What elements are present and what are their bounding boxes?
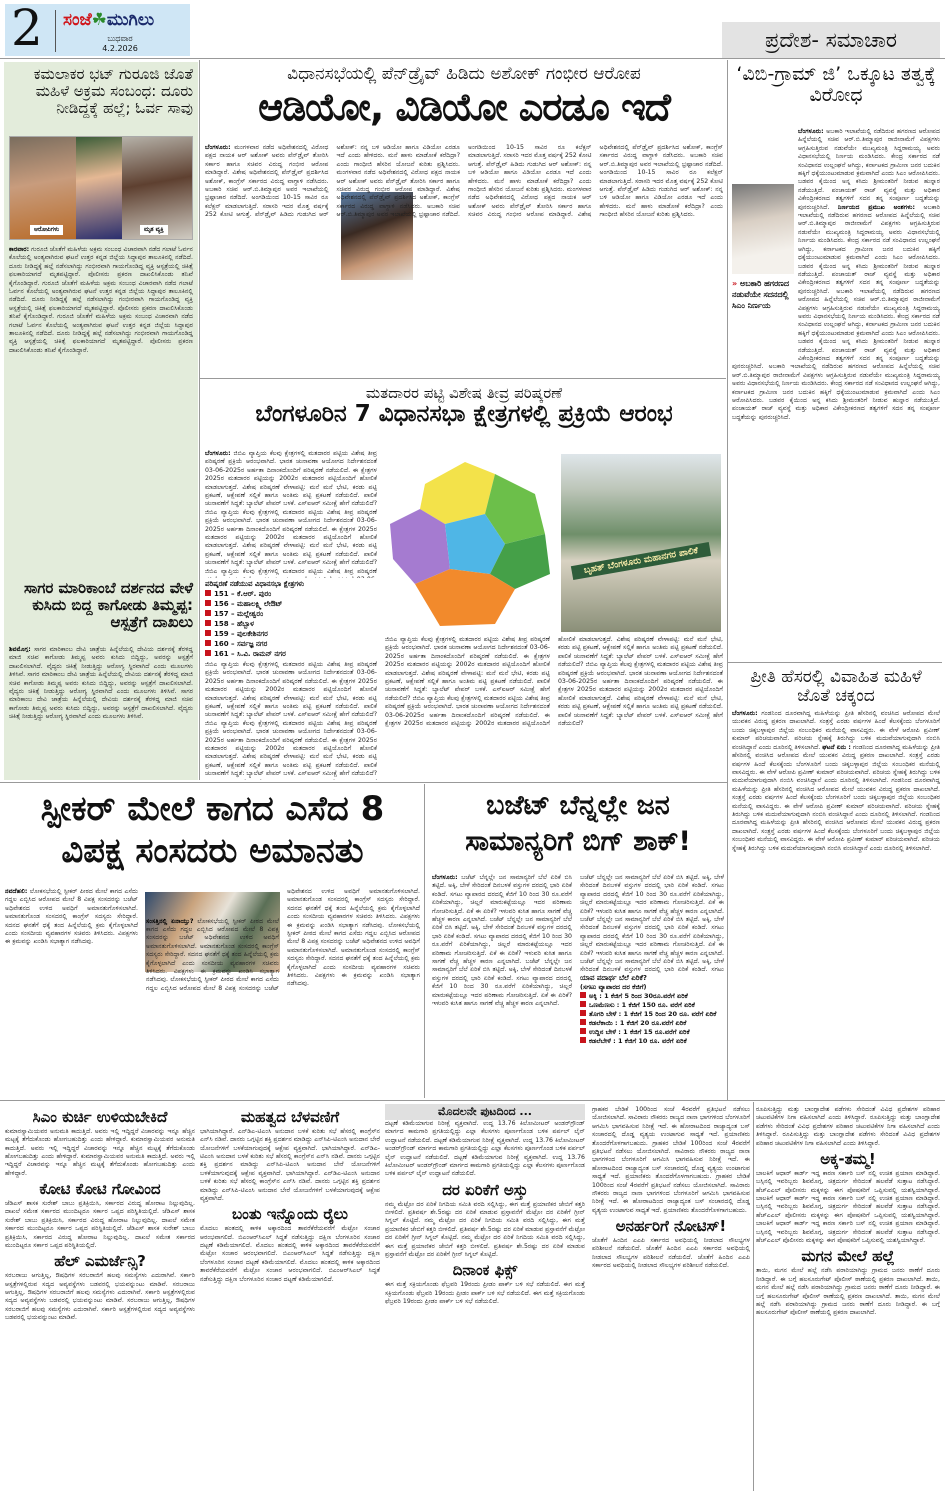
body-text: ಗ್ರಾಹಕರ ಬೇಡಿಕೆ 100ರಿಂದ ಸಂಜೆ 4ರವರೆಗೆ ಪ್ರತಿಭಟನೆ ನಡೆಸಲು ಯೋಜಿಸಲಾಗಿದೆ. ಸಾವಿರಾರು ನೌಕರರು ರಾಜ್ಯದ ನಾನಾ ಭಾಗಗಳಿಂದ ಬೆಂಗಳೂರಿಗೆ ಆಗಮಿಸಿ ಭಾಗವಹಿಸುವ ನಿರೀಕ್ಷೆ ಇದೆ. ಈ ಹೋರಾಟದಿಂದ ರಾಜ್ಯಾದ್ಯಂತ ಬಸ್ ಸಂಚಾರದಲ್ಲಿ ದೊಡ್ಡ ವ್ಯತ್ಯಯ ಉಂಟಾಗುವ ಸಾಧ್ಯತೆ ಇದೆ. ಪ್ರಯಾಣಿಕರು ತೊಂದರೆಗೊಳಗಾಗಬಹುದು. ಗ್ರಾಹಕರ ಬೇಡಿಕೆ 100ರಿಂದ ಸಂಜೆ 4ರವರೆಗೆ ಪ್ರತಿಭಟನೆ ನಡೆಸಲು ಯೋಜಿಸಲಾಗಿದೆ. ಸಾವಿರಾರು ನೌಕರರು ರಾಜ್ಯದ ನಾನಾ ಭಾಗಗಳಿಂದ ಬೆಂಗಳೂರಿಗೆ ಆಗಮಿಸಿ ಭಾಗವಹಿಸುವ ನಿರೀಕ್ಷೆ ಇದೆ. ಈ ಹೋರಾಟದಿಂದ ರಾಜ್ಯಾದ್ಯಂತ ಬಸ್ ಸಂಚಾರದಲ್ಲಿ ದೊಡ್ಡ ವ್ಯತ್ಯಯ ಉಂಟಾಗುವ ಸಾಧ್ಯತೆ ಇದೆ. ಪ್ರಯಾಣಿಕರು ತೊಂದರೆಗೊಳಗಾಗಬಹುದು. ಗ್ರಾಹಕರ ಬೇಡಿಕೆ 100ರಿಂದ ಸಂಜೆ 4ರವರೆಗೆ ಪ್ರತಿಭಟನೆ ನಡೆಸಲು ಯೋಜಿಸಲಾಗಿದೆ. ಸಾವಿರಾರು ನೌಕರರು ರಾಜ್ಯದ ನಾನಾ ಭಾಗಗಳಿಂದ ಬೆಂಗಳೂರಿಗೆ ಆಗಮಿಸಿ ಭಾಗವಹಿಸುವ ನಿರೀಕ್ಷೆ ಇದೆ. ಈ ಹೋರಾಟದಿಂದ ರಾಜ್ಯಾದ್ಯಂತ ಬಸ್ ಸಂಚಾರದಲ್ಲಿ ದೊಡ್ಡ ವ್ಯತ್ಯಯ ಉಂಟಾಗುವ ಸಾಧ್ಯತೆ ಇದೆ. ಪ್ರಯಾಣಿಕರು ತೊಂದರೆಗೊಳಗಾಗಬಹುದು. — [592, 1106, 750, 1214]
body-text: ಲೋಕಸಭೆಯಲ್ಲಿ ಸ್ಪೀಕರ್ ಪೀಠದ ಮೇಲೆ ಕಾಗದ ಎಸೆದು ಗದ್ದಲ ಎಬ್ಬಿಸಿದ ಆರೋಪದ ಮೇಲೆ 8 ವಿಪಕ್ಷ ಸಂಸದರನ್ನು ಬಜೆಟ್ ಅಧಿವೇಶನದ ಉಳಿದ ಅವಧಿಗೆ ಅಮಾನತುಗೊಳಿಸಲಾಗಿದೆ. ಅಮಾನತುಗೊಂಡ ಸಂಸದರಲ್ಲಿ ಕಾಂಗ್ರೆಸ್ ಸದಸ್ಯರು ಸೇರಿದ್ದಾರೆ. ಸದನದ ಘನತೆಗೆ ಧಕ್ಕೆ ತಂದ ಹಿನ್ನೆಲೆಯಲ್ಲಿ ಕ್ರಮ ಕೈಗೊಳ್ಳಲಾಗಿದೆ ಎಂದು ಸಂಸದೀಯ ವ್ಯವಹಾರಗಳ ಸಚಿವರು ತಿಳಿಸಿದರು. ವಿಪಕ್ಷಗಳು ಈ ಕ್ರಮವನ್ನು ಖಂಡಿಸಿ ಸಭಾತ್ಯಾಗ ನಡೆಸಿದವು. — [5, 888, 138, 946]
body-text: ಜಿಬಿಎ ವ್ಯಾಪ್ತಿಯ ಕೆಲವು ಕ್ಷೇತ್ರಗಳಲ್ಲಿ ಮತದಾರರ ಪಟ್ಟಿಯ ವಿಶೇಷ ತೀವ್ರ ಪರಿಷ್ಕರಣೆ ಪ್ರಕ್ರಿಯೆ ಆರಂಭವಾಗಿದೆ. ಭಾರತ ಚುನಾವಣಾ ಆಯೋಗದ ನಿರ್ದೇಶನದಂತೆ 03-06-2025ರ ಅರ್ಹತಾ ದಿನಾಂಕದೊಂದಿಗೆ ಪರಿಷ್ಕರಣೆ ನಡೆಯಲಿದೆ. ಈ ಕ್ಷೇತ್ರಗಳ 2025ರ ಮತದಾರರ ಪಟ್ಟಿಯನ್ನು 2002ರ ಮತದಾರರ ಪಟ್ಟಿಯೊಂದಿಗೆ ಹೋಲಿಕೆ ಮಾಡಲಾಗುತ್ತದೆ. ವಿಶೇಷ ಪರಿಷ್ಕರಣೆ ವೇಳಾಪಟ್ಟಿ: ಮನೆ ಮನೆ ಭೇಟಿ, ಕರಡು ಪಟ್ಟಿ ಪ್ರಕಟಣೆ, ಆಕ್ಷೇಪಣೆ ಸಲ್ಲಿಕೆ ಹಾಗೂ ಅಂತಿಮ ಪಟ್ಟಿ ಪ್ರಕಟಣೆ ನಡೆಯಲಿದೆ. ಪಾಲಿಕೆ ಚುನಾವಣೆಗೆ ಸಿದ್ಧತೆ: ಬ್ಯಾಲೆಟ್ ಪೇಪರ್ ಬಳಕೆ. ಎಸ್‌ಐಆರ್ ಸಮೀಕ್ಷೆ ಹೇಗೆ ನಡೆಯಲಿದೆ? ಜಿಬಿಎ ವ್ಯಾಪ್ತಿಯ ಕೆಲವು ಕ್ಷೇತ್ರಗಳಲ್ಲಿ ಮತದಾರರ ಪಟ್ಟಿಯ ವಿಶೇಷ ತೀವ್ರ ಪರಿಷ್ಕರಣೆ ಪ್ರಕ್ರಿಯೆ ಆರಂಭವಾಗಿದೆ. ಭಾರತ ಚುನಾವಣಾ ಆಯೋಗದ ನಿರ್ದೇಶನದಂತೆ 03-06-2025ರ ಅರ್ಹತಾ ದಿನಾಂಕದೊಂದಿಗೆ ಪರಿಷ್ಕರಣೆ ನಡೆಯಲಿದೆ. ಈ ಕ್ಷೇತ್ರಗಳ 2025ರ ಮತದಾರರ ಪಟ್ಟಿಯನ್ನು 2002ರ ಮತದಾರರ ಪಟ್ಟಿಯೊಂದಿಗೆ ಹೋಲಿಕೆ ಮಾಡಲಾಗುತ್ತದೆ. ವಿಶೇಷ ಪರಿಷ್ಕರಣೆ ವೇಳಾಪಟ್ಟಿ: ಮನೆ ಮನೆ ಭೇಟಿ, ಕರಡು ಪಟ್ಟಿ ಪ್ರಕಟಣೆ, ಆಕ್ಷೇಪಣೆ ಸಲ್ಲಿಕೆ ಹಾಗೂ ಅಂತಿಮ ಪಟ್ಟಿ ಪ್ರಕಟಣೆ ನಡೆಯಲಿದೆ. ಪಾಲಿಕೆ ಚುನಾವಣೆಗೆ ಸಿದ್ಧತೆ: ಬ್ಯಾಲೆಟ್ ಪೇಪರ್ ಬಳಕೆ. ಎಸ್‌ಐಆರ್ ಸಮೀಕ್ಷೆ ಹೇಗೆ ನಡೆಯಲಿದೆ? — [205, 661, 377, 778]
bullet-icon: » — [732, 279, 740, 288]
dateline: ಶಿವಮೊಗ್ಗ: — [9, 646, 31, 653]
headline: ಅಕ್ಕ-ತಮ್ಮ! — [820, 1150, 876, 1169]
headline: ಸಾಗರ ಮಾರಿಕಾಂಬೆ ದರ್ಶನದ ವೇಳೆ ಕುಸಿದು ಬಿದ್ದ ಕಾಗೋಡು ತಿಮ್ಮಪ್ಪ: ಆಸ್ಪತ್ರೆಗೆ ದಾಖಲು — [24, 579, 193, 631]
body-text: ಅಬಕಾರಿ ಇಲಾಖೆಯಲ್ಲಿ ನಡೆದಿರುವ ಹಗರಣದ ಆರೋಪದ ಹಿನ್ನೆಲೆಯಲ್ಲಿ ಸಚಿವ ಆರ್.ಬಿ.ತಿಮ್ಮಾಪುರ ರಾಜೀನಾಮೆಗೆ ವಿಪಕ್ಷಗಳು ಆಗ್ರಹಿಸುತ್ತಿರುವ ನಡುವೆಯೇ ಮುಖ್ಯಮಂತ್ರಿ ಸಿದ್ದರಾಮಯ್ಯ ಅವರು ವಿಧಾನಸಭೆಯಲ್ಲಿ ನಿರ್ಣಯ ಮಂಡಿಸಿದರು. ಕೇಂದ್ರ ಸರ್ಕಾರದ ನಡೆ ಸಂವಿಧಾನದ ಉಲ್ಲಂಘನೆ ಆಗಿದ್ದು, ಕರ್ನಾಟಕದ ಗ್ರಾಮೀಣ ಜನರ ಬದುಕಿನ ಹಕ್ಕಿಗೆ ಧಕ್ಕೆಯುಂಟುಮಾಡುವ ಕ್ರಮವಾಗಿದೆ ಎಂದು ಸಿಎಂ ಆರೋಪಿಸಿದರು. ಬಡವರ ಕೈಯಿಂದ ಅನ್ನ ಕಸಿದು ಶ್ರೀಮಂತರಿಗೆ ನೀಡುವ ಹುನ್ನಾರ ನಡೆಯುತ್ತಿದೆ. ಪಂಚಾಯತ್ ರಾಜ್ ವ್ಯವಸ್ಥೆ ಮತ್ತು ಅಧಿಕಾರ ವಿಕೇಂದ್ರೀಕರಣದ ತತ್ವಗಳಿಗೆ ಸದನ ತನ್ನ ಸಂಪೂರ್ಣ ಬದ್ಧತೆಯನ್ನು ಪುನರುಚ್ಚರಿಸಿದೆ. ಅಬಕಾರಿ ಇಲಾಖೆಯಲ್ಲಿ ನಡೆದಿರುವ ಹಗರಣದ ಆರೋಪದ ಹಿನ್ನೆಲೆಯಲ್ಲಿ ಸಚಿವ ಆರ್.ಬಿ.ತಿಮ್ಮಾಪುರ ರಾಜೀನಾಮೆಗೆ ವಿಪಕ್ಷಗಳು ಆಗ್ರಹಿಸುತ್ತಿರುವ ನಡುವೆಯೇ ಮುಖ್ಯಮಂತ್ರಿ ಸಿದ್ದರಾಮಯ್ಯ ಅವರು ವಿಧಾನಸಭೆಯಲ್ಲಿ ನಿರ್ಣಯ ಮಂಡಿಸಿದರು. ಕೇಂದ್ರ ಸರ್ಕಾರದ ನಡೆ ಸಂವಿಧಾನದ ಉಲ್ಲಂಘನೆ ಆಗಿದ್ದು, ಕರ್ನಾಟಕದ ಗ್ರಾಮೀಣ ಜನರ ಬದುಕಿನ ಹಕ್ಕಿಗೆ ಧಕ್ಕೆಯುಂಟುಮಾಡುವ ಕ್ರಮವಾಗಿದೆ ಎಂದು ಸಿಎಂ ಆರೋಪಿಸಿದರು. ಬಡವರ ಕೈಯಿಂದ ಅನ್ನ ಕಸಿದು ಶ್ರೀಮಂತರಿಗೆ ನೀಡುವ ಹುನ್ನಾರ ನಡೆಯುತ್ತಿದೆ. ಪಂಚಾಯತ್ ರಾಜ್ ವ್ಯವಸ್ಥೆ ಮತ್ತು ಅಧಿಕಾರ ವಿಕೇಂದ್ರೀಕರಣದ ತತ್ವಗಳಿಗೆ ಸದನ ತನ್ನ ಸಂಪೂರ್ಣ ಬದ್ಧತೆಯನ್ನು ಪುನರುಚ್ಚರಿಸಿದೆ. ಅಬಕಾರಿ ಇಲಾಖೆಯಲ್ಲಿ ನಡೆದಿರುವ ಹಗರಣದ ಆರೋಪದ ಹಿನ್ನೆಲೆಯಲ್ಲಿ ಸಚಿವ ಆರ್.ಬಿ.ತಿಮ್ಮಾಪುರ ರಾಜೀನಾಮೆಗೆ ವಿಪಕ್ಷಗಳು ಆಗ್ರಹಿಸುತ್ತಿರುವ ನಡುವೆಯೇ ಮುಖ್ಯಮಂತ್ರಿ ಸಿದ್ದರಾಮಯ್ಯ ಅವರು ವಿಧಾನಸಭೆಯಲ್ಲಿ ನಿರ್ಣಯ ಮಂಡಿಸಿದರು. ಕೇಂದ್ರ ಸರ್ಕಾರದ ನಡೆ ಸಂವಿಧಾನದ ಉಲ್ಲಂಘನೆ ಆಗಿದ್ದು, ಕರ್ನಾಟಕದ ಗ್ರಾಮೀಣ ಜನರ ಬದುಕಿನ ಹಕ್ಕಿಗೆ ಧಕ್ಕೆಯುಂಟುಮಾಡುವ ಕ್ರಮವಾಗಿದೆ ಎಂದು ಸಿಎಂ ಆರೋಪಿಸಿದರು. ಬಡವರ ಕೈಯಿಂದ ಅನ್ನ ಕಸಿದು ಶ್ರೀಮಂತರಿಗೆ ನೀಡುವ ಹುನ್ನಾರ ನಡೆಯುತ್ತಿದೆ. ಪಂಚಾಯತ್ ರಾಜ್ ವ್ಯವಸ್ಥೆ ಮತ್ತು ಅಧಿಕಾರ ವಿಕೇಂದ್ರೀಕರಣದ ತತ್ವಗಳಿಗೆ ಸದನ ತನ್ನ ಸಂಪೂರ್ಣ ಬದ್ಧತೆಯನ್ನು ಪುನರುಚ್ಚರಿಸಿದೆ. — [732, 203, 940, 421]
column-left — [205, 450, 377, 780]
divider — [199, 60, 200, 780]
bottom-column-1 — [5, 1106, 195, 1488]
body-text: ಮೊದಲು ಹಂತದಲ್ಲಿ ಕಾಳಿಕ ಅಕ್ಕಾರದಿಂದ ತಾವರೆಕೆರೆಯವರೆಗೆ ಮೆಟ್ರೋ ಸಂಚಾರ ಆರಂಭವಾಗಲಿದೆ. ಬಿಎಂಆರ್‌ಸಿಎಲ್ ಸಿದ್ಧತೆ ನಡೆಸುತ್ತಿದ್ದು ದಕ್ಷಿಣ ಬೆಂಗಳೂರಿನ ಸಂಚಾರ ದಟ್ಟಣೆ ಕಡಿಮೆಯಾಗಲಿದೆ. ಮೊದಲು ಹಂತದಲ್ಲಿ ಕಾಳಿಕ ಅಕ್ಕಾರದಿಂದ ತಾವರೆಕೆರೆಯವರೆಗೆ ಮೆಟ್ರೋ ಸಂಚಾರ ಆರಂಭವಾಗಲಿದೆ. ಬಿಎಂಆರ್‌ಸಿಎಲ್ ಸಿದ್ಧತೆ ನಡೆಸುತ್ತಿದ್ದು ದಕ್ಷಿಣ ಬೆಂಗಳೂರಿನ ಸಂಚಾರ ದಟ್ಟಣೆ ಕಡಿಮೆಯಾಗಲಿದೆ. ಮೊದಲು ಹಂತದಲ್ಲಿ ಕಾಳಿಕ ಅಕ್ಕಾರದಿಂದ ತಾವರೆಕೆರೆಯವರೆಗೆ ಮೆಟ್ರೋ ಸಂಚಾರ ಆರಂಭವಾಗಲಿದೆ. ಬಿಎಂಆರ್‌ಸಿಎಲ್ ಸಿದ್ಧತೆ ನಡೆಸುತ್ತಿದ್ದು ದಕ್ಷಿಣ ಬೆಂಗಳೂರಿನ ಸಂಚಾರ ದಟ್ಟಣೆ ಕಡಿಮೆಯಾಗಲಿದೆ. — [200, 1225, 380, 1283]
right-article — [732, 64, 940, 660]
body-text: ಬಜೆಟ್ ಬೆನ್ನಲ್ಲೇ ಜನ ಸಾಮಾನ್ಯರಿಗೆ ಬೆಲೆ ಏರಿಕೆ ಬಿಸಿ ತಟ್ಟಿದೆ. ಅಕ್ಕಿ, ಬೇಳೆ ಸೇರಿದಂತೆ ದಿನಬಳಕೆ ವಸ್ತುಗಳ ದರದಲ್ಲಿ ಭಾರಿ ಏರಿಕೆ ಕಂಡಿದೆ. ಸಗಟು ವ್ಯಾಪಾರದ ದರದಲ್ಲಿ ಕೆಜಿಗೆ 10 ರಿಂದ 30 ರೂ.ವರೆಗೆ ಏರಿಕೆಯಾಗಿದ್ದು, ಚಿಲ್ಲರೆ ಮಾರುಕಟ್ಟೆಯಲ್ಲೂ ಇದರ ಪರಿಣಾಮ ಗೋಚರಿಸುತ್ತಿದೆ. ಏಕೆ ಈ ಏರಿಕೆ? ಇಳುವರಿ ಕುಸಿತ ಹಾಗೂ ಸಾಗಣೆ ವೆಚ್ಚ ಹೆಚ್ಚಳ ಕಾರಣ ಎನ್ನಲಾಗಿದೆ. ಬಜೆಟ್ ಬೆನ್ನಲ್ಲೇ ಜನ ಸಾಮಾನ್ಯರಿಗೆ ಬೆಲೆ ಏರಿಕೆ ಬಿಸಿ ತಟ್ಟಿದೆ. ಅಕ್ಕಿ, ಬೇಳೆ ಸೇರಿದಂತೆ ದಿನಬಳಕೆ ವಸ್ತುಗಳ ದರದಲ್ಲಿ ಭಾರಿ ಏರಿಕೆ ಕಂಡಿದೆ. ಸಗಟು ವ್ಯಾಪಾರದ ದರದಲ್ಲಿ ಕೆಜಿಗೆ 10 ರಿಂದ 30 ರೂ.ವರೆಗೆ ಏರಿಕೆಯಾಗಿದ್ದು, ಚಿಲ್ಲರೆ ಮಾರುಕಟ್ಟೆಯಲ್ಲೂ ಇದರ ಪರಿಣಾಮ ಗೋಚರಿಸುತ್ತಿದೆ. ಏಕೆ ಈ ಏರಿಕೆ? ಇಳುವರಿ ಕುಸಿತ ಹಾಗೂ ಸಾಗಣೆ ವೆಚ್ಚ ಹೆಚ್ಚಳ ಕಾರಣ ಎನ್ನಲಾಗಿದೆ. ಬಜೆಟ್ ಬೆನ್ನಲ್ಲೇ ಜನ ಸಾಮಾನ್ಯರಿಗೆ ಬೆಲೆ ಏರಿಕೆ ಬಿಸಿ ತಟ್ಟಿದೆ. ಅಕ್ಕಿ, ಬೇಳೆ ಸೇರಿದಂತೆ ದಿನಬಳಕೆ ವಸ್ತುಗಳ ದರದಲ್ಲಿ ಭಾರಿ ಏರಿಕೆ ಕಂಡಿದೆ. ಸಗಟು ವ್ಯಾಪಾರದ ದರದಲ್ಲಿ ಕೆಜಿಗೆ 10 ರಿಂದ 30 ರೂ.ವರೆಗೆ ಏರಿಕೆಯಾಗಿದ್ದು, ಚಿಲ್ಲರೆ ಮಾರುಕಟ್ಟೆಯಲ್ಲೂ ಇದರ ಪರಿಣಾಮ ಗೋಚರಿಸುತ್ತಿದೆ. ಏಕೆ ಈ ಏರಿಕೆ? ಇಳುವರಿ ಕುಸಿತ ಹಾಗೂ ಸಾಗಣೆ ವೆಚ್ಚ ಹೆಚ್ಚಳ ಕಾರಣ ಎನ್ನಲಾಗಿದೆ. — [432, 874, 572, 1008]
constituency-item: 156 – ಮಹಾಲಕ್ಷ್ಮಿ ಲೇಔಟ್ — [205, 599, 377, 609]
photo-accused — [10, 137, 76, 239]
body-text: ಗಂಡನಿಂದ ದೂರವಾಗಿದ್ದ ಮಹಿಳೆಯನ್ನು ಪ್ರೀತಿ ಹೆಸರಿನಲ್ಲಿ ವಂಚಿಸಿದ ಆರೋಪದ ಮೇಲೆ ಯುವಕನ ವಿರುದ್ಧ ಪ್ರಕರಣ ದಾಖಲಾಗಿದೆ. ಸಂತ್ರಸ್ತೆ ಎರಡು ವರ್ಷಗಳ ಹಿಂದೆ ಕೆಲಸಕ್ಕೆಂದು ಬೆಂಗಳೂರಿಗೆ ಬಂದು ಚಿಕ್ಕಬಳ್ಳಾಪುರ ಜಿಲ್ಲೆಯ ಸಂಬಂಧಿಕರ ಮನೆಯಲ್ಲಿ ವಾಸವಿದ್ದರು. ಈ ವೇಳೆ ಆರೋಪಿ ಪ್ರವೀಣ್ ಕುಮಾರ್ ಪರಿಚಯವಾಗಿದೆ. ಪರಿಚಯ ಸ್ನೇಹಕ್ಕೆ ತಿರುಗಿದ್ದು ಬಳಿಕ ಮದುವೆಯಾಗುವುದಾಗಿ ನಂಬಿಸಿ ವಂಚಿಸಿದ್ದಾನೆ ಎಂದು ದೂರಿನಲ್ಲಿ ತಿಳಿಸಲಾಗಿದೆ. ಗಂಡನಿಂದ ದೂರವಾಗಿದ್ದ ಮಹಿಳೆಯನ್ನು ಪ್ರೀತಿ ಹೆಸರಿನಲ್ಲಿ ವಂಚಿಸಿದ ಆರೋಪದ ಮೇಲೆ ಯುವಕನ ವಿರುದ್ಧ ಪ್ರಕರಣ ದಾಖಲಾಗಿದೆ. ಸಂತ್ರಸ್ತೆ ಎರಡು ವರ್ಷಗಳ ಹಿಂದೆ ಕೆಲಸಕ್ಕೆಂದು ಬೆಂಗಳೂರಿಗೆ ಬಂದು ಚಿಕ್ಕಬಳ್ಳಾಪುರ ಜಿಲ್ಲೆಯ ಸಂಬಂಧಿಕರ ಮನೆಯಲ್ಲಿ ವಾಸವಿದ್ದರು. ಈ ವೇಳೆ ಆರೋಪಿ ಪ್ರವೀಣ್ ಕುಮಾರ್ ಪರಿಚಯವಾಗಿದೆ. ಪರಿಚಯ ಸ್ನೇಹಕ್ಕೆ ತಿರುಗಿದ್ದು ಬಳಿಕ ಮದುವೆಯಾಗುವುದಾಗಿ ನಂಬಿಸಿ ವಂಚಿಸಿದ್ದಾನೆ ಎಂದು ದೂರಿನಲ್ಲಿ ತಿಳಿಸಲಾಗಿದೆ. ಗಂಡನಿಂದ ದೂರವಾಗಿದ್ದ ಮಹಿಳೆಯನ್ನು ಪ್ರೀತಿ ಹೆಸರಿನಲ್ಲಿ ವಂಚಿಸಿದ ಆರೋಪದ ಮೇಲೆ ಯುವಕನ ವಿರುದ್ಧ ಪ್ರಕರಣ ದಾಖಲಾಗಿದೆ. ಸಂತ್ರಸ್ತೆ ಎರಡು ವರ್ಷಗಳ ಹಿಂದೆ ಕೆಲಸಕ್ಕೆಂದು ಬೆಂಗಳೂರಿಗೆ ಬಂದು ಚಿಕ್ಕಬಳ್ಳಾಪುರ ಜಿಲ್ಲೆಯ ಸಂಬಂಧಿಕರ ಮನೆಯಲ್ಲಿ ವಾಸವಿದ್ದರು. ಈ ವೇಳೆ ಆರೋಪಿ ಪ್ರವೀಣ್ ಕುಮಾರ್ ಪರಿಚಯವಾಗಿದೆ. ಪರಿಚಯ ಸ್ನೇಹಕ್ಕೆ ತಿರುಗಿದ್ದು ಬಳಿಕ ಮದುವೆಯಾಗುವುದಾಗಿ ನಂಬಿಸಿ ವಂಚಿಸಿದ್ದಾನೆ ಎಂದು ದೂರಿನಲ್ಲಿ ತಿಳಿಸಲಾಗಿದೆ. — [732, 743, 940, 852]
body-text: ಜಿಬಿಎ ವ್ಯಾಪ್ತಿಯ ಕೆಲವು ಕ್ಷೇತ್ರಗಳಲ್ಲಿ ಮತದಾರರ ಪಟ್ಟಿಯ ವಿಶೇಷ ತೀವ್ರ ಪರಿಷ್ಕರಣೆ ಪ್ರಕ್ರಿಯೆ ಆರಂಭವಾಗಿದೆ. ಭಾರತ ಚುನಾವಣಾ ಆಯೋಗದ ನಿರ್ದೇಶನದಂತೆ 03-06-2025ರ ಅರ್ಹತಾ ದಿನಾಂಕದೊಂದಿಗೆ ಪರಿಷ್ಕರಣೆ ನಡೆಯಲಿದೆ. ಈ ಕ್ಷೇತ್ರಗಳ 2025ರ ಮತದಾರರ ಪಟ್ಟಿಯನ್ನು 2002ರ ಮತದಾರರ ಪಟ್ಟಿಯೊಂದಿಗೆ ಹೋಲಿಕೆ ಮಾಡಲಾಗುತ್ತದೆ. ವಿಶೇಷ ಪರಿಷ್ಕರಣೆ ವೇಳಾಪಟ್ಟಿ: ಮನೆ ಮನೆ ಭೇಟಿ, ಕರಡು ಪಟ್ಟಿ ಪ್ರಕಟಣೆ, ಆಕ್ಷೇಪಣೆ ಸಲ್ಲಿಕೆ ಹಾಗೂ ಅಂತಿಮ ಪಟ್ಟಿ ಪ್ರಕಟಣೆ ನಡೆಯಲಿದೆ. ಪಾಲಿಕೆ ಚುನಾವಣೆಗೆ ಸಿದ್ಧತೆ: ಬ್ಯಾಲೆಟ್ ಪೇಪರ್ ಬಳಕೆ. ಎಸ್‌ಐಆರ್ ಸಮೀಕ್ಷೆ ಹೇಗೆ ನಡೆಯಲಿದೆ? ಜಿಬಿಎ ವ್ಯಾಪ್ತಿಯ ಕೆಲವು ಕ್ಷೇತ್ರಗಳಲ್ಲಿ ಮತದಾರರ ಪಟ್ಟಿಯ ವಿಶೇಷ ತೀವ್ರ ಪರಿಷ್ಕರಣೆ ಪ್ರಕ್ರಿಯೆ ಆರಂಭವಾಗಿದೆ. ಭಾರತ ಚುನಾವಣಾ ಆಯೋಗದ ನಿರ್ದೇಶನದಂತೆ 03-06-2025ರ ಅರ್ಹತಾ ದಿನಾಂಕದೊಂದಿಗೆ ಪರಿಷ್ಕರಣೆ ನಡೆಯಲಿದೆ. ಈ ಕ್ಷೇತ್ರಗಳ 2025ರ ಮತದಾರರ ಪಟ್ಟಿಯನ್ನು 2002ರ ಮತದಾರರ ಪಟ್ಟಿಯೊಂದಿಗೆ ಹೋಲಿಕೆ ಮಾಡಲಾಗುತ್ತದೆ. ವಿಶೇಷ ಪರಿಷ್ಕರಣೆ ವೇಳಾಪಟ್ಟಿ: ಮನೆ ಮನೆ ಭೇಟಿ, ಕರಡು ಪಟ್ಟಿ ಪ್ರಕಟಣೆ, ಆಕ್ಷೇಪಣೆ ಸಲ್ಲಿಕೆ ಹಾಗೂ ಅಂತಿಮ ಪಟ್ಟಿ ಪ್ರಕಟಣೆ ನಡೆಯಲಿದೆ. ಪಾಲಿಕೆ ಚುನಾವಣೆಗೆ ಸಿದ್ಧತೆ: ಬ್ಯಾಲೆಟ್ ಪೇಪರ್ ಬಳಕೆ. ಎಸ್‌ಐಆರ್ ಸಮೀಕ್ಷೆ ಹೇಗೆ ನಡೆಯಲಿದೆ? ಜಿಬಿಎ ವ್ಯಾಪ್ತಿಯ ಕೆಲವು ಕ್ಷೇತ್ರಗಳಲ್ಲಿ ಮತದಾರರ ಪಟ್ಟಿಯ ವಿಶೇಷ ತೀವ್ರ ಪರಿಷ್ಕರಣೆ ಪ್ರಕ್ರಿಯೆ ಆರಂಭವಾಗಿದೆ. ಭಾರತ ಚುನಾವಣಾ ಆಯೋಗದ ನಿರ್ದೇಶನದಂತೆ 03-06-2025ರ ಅರ್ಹತಾ ದಿನಾಂಕದೊಂದಿಗೆ ಪರಿಷ್ಕರಣೆ ನಡೆಯಲಿದೆ. ಈ ಕ್ಷೇತ್ರಗಳ 2025ರ ಮತದಾರರ ಪಟ್ಟಿಯನ್ನು 2002ರ ಮತದಾರರ ಪಟ್ಟಿಯೊಂದಿಗೆ ಹೋಲಿಕೆ ಮಾಡಲಾಗುತ್ತದೆ. ವಿಶೇಷ ಪರಿಷ್ಕರಣೆ ವೇಳಾಪಟ್ಟಿ: ಮನೆ ಮನೆ ಭೇಟಿ, ಕರಡು ಪಟ್ಟಿ ಪ್ರಕಟಣೆ, ಆಕ್ಷೇಪಣೆ ಸಲ್ಲಿಕೆ ಹಾಗೂ ಅಂತಿಮ ಪಟ್ಟಿ ಪ್ರಕಟಣೆ ನಡೆಯಲಿದೆ. ಪಾಲಿಕೆ ಚುನಾವಣೆಗೆ ಸಿದ್ಧತೆ: ಬ್ಯಾಲೆಟ್ ಪೇಪರ್ ಬಳಕೆ. ಎಸ್‌ಐಆರ್ ಸಮೀಕ್ಷೆ ಹೇಗೆ ನಡೆಯಲಿದೆ? — [385, 636, 723, 728]
divider — [728, 662, 942, 663]
article-body — [385, 1281, 585, 1306]
box-title: ಯಾವ ಪದಾರ್ಥ ಬೆಲೆ ಏರಿಕೆ? — [580, 974, 647, 982]
article-body — [200, 1225, 380, 1284]
bottom-column-2 — [200, 1106, 380, 1488]
article-body — [205, 450, 377, 578]
article-body — [385, 1120, 585, 1179]
headline: ಸ್ಪೀಕರ್ ಮೇಲೆ ಕಾಗದ ಎಸೆದ 8 ವಿಪಕ್ಷ ಸಂಸದರು ಅಮಾನತು — [40, 789, 385, 871]
headline: ಬಜೆಟ್ ಬೆನ್ನಲ್ಲೇ ಜನ ಸಾಮಾನ್ಯರಿಗೆ ಬಿಗ್ ಶಾಕ್! — [465, 790, 691, 857]
constituency-item: 159 – ಪುಲಕೇಶಿನಗರ — [205, 629, 377, 639]
article-body — [756, 1106, 940, 1148]
body-text: ದಟ್ಟಣೆ ಕಡಿಮೆಯಾಗುವ ನಿರೀಕ್ಷೆ ವ್ಯಕ್ತವಾಗಿದೆ. ಉದ್ದ 13.76 ಕಿಲೋಮೀಟರ್ ಅಂಡರ್‌ಗ್ರೌಂಡ್ ಮಾರ್ಗದ ಕಾಮಗಾರಿ ಪ್ರಗತಿಯಲ್ಲಿದ್ದು ಎಲ್ಲಾ ಕೆಲಸಗಳು ಪೂರ್ಣಗೊಂಡ ಬಳಿಕ ಪರ್ಪಲ್ ಲೈನ್ ಉದ್ಘಾಟನೆ ನಡೆಯಲಿದೆ. ದಟ್ಟಣೆ ಕಡಿಮೆಯಾಗುವ ನಿರೀಕ್ಷೆ ವ್ಯಕ್ತವಾಗಿದೆ. ಉದ್ದ 13.76 ಕಿಲೋಮೀಟರ್ ಅಂಡರ್‌ಗ್ರೌಂಡ್ ಮಾರ್ಗದ ಕಾಮಗಾರಿ ಪ್ರಗತಿಯಲ್ಲಿದ್ದು ಎಲ್ಲಾ ಕೆಲಸಗಳು ಪೂರ್ಣಗೊಂಡ ಬಳಿಕ ಪರ್ಪಲ್ ಲೈನ್ ಉದ್ಘಾಟನೆ ನಡೆಯಲಿದೆ. ದಟ್ಟಣೆ ಕಡಿಮೆಯಾಗುವ ನಿರೀಕ್ಷೆ ವ್ಯಕ್ತವಾಗಿದೆ. ಉದ್ದ 13.76 ಕಿಲೋಮೀಟರ್ ಅಂಡರ್‌ಗ್ರೌಂಡ್ ಮಾರ್ಗದ ಕಾಮಗಾರಿ ಪ್ರಗತಿಯಲ್ಲಿದ್ದು ಎಲ್ಲಾ ಕೆಲಸಗಳು ಪೂರ್ಣಗೊಂಡ ಬಳಿಕ ಪರ್ಪಲ್ ಲೈನ್ ಉದ್ಘಾಟನೆ ನಡೆಯಲಿದೆ. — [385, 1120, 585, 1178]
article-body — [5, 1272, 195, 1322]
article-body — [5, 888, 420, 1092]
article-body — [732, 128, 940, 658]
body-text: ರೂಪಿಸುತ್ತಿದ್ದು ಮತ್ತು ಬಾಂಗ್ಲಾದೇಶ ಪಡೆಗಳು ಸೇರಿದಂತೆ ವಿವಿಧ ಪ್ರದೇಶಗಳ ಪರಿಹಾರ ಚಟುವಟಿಕೆಗಳ ನಿಗಾ ವಹಿಸಲಾಗಿದೆ ಎಂದು ತಿಳಿಸಿದ್ದಾರೆ. ರೂಪಿಸುತ್ತಿದ್ದು ಮತ್ತು ಬಾಂಗ್ಲಾದೇಶ ಪಡೆಗಳು ಸೇರಿದಂತೆ ವಿವಿಧ ಪ್ರದೇಶಗಳ ಪರಿಹಾರ ಚಟುವಟಿಕೆಗಳ ನಿಗಾ ವಹಿಸಲಾಗಿದೆ ಎಂದು ತಿಳಿಸಿದ್ದಾರೆ. ರೂಪಿಸುತ್ತಿದ್ದು ಮತ್ತು ಬಾಂಗ್ಲಾದೇಶ ಪಡೆಗಳು ಸೇರಿದಂತೆ ವಿವಿಧ ಪ್ರದೇಶಗಳ ಪರಿಹಾರ ಚಟುವಟಿಕೆಗಳ ನಿಗಾ ವಹಿಸಲಾಗಿದೆ ಎಂದು ತಿಳಿಸಿದ್ದಾರೆ. — [756, 1106, 940, 1147]
article-body — [5, 1200, 195, 1250]
subhead: ಸಂಸತ್ತಿನಲ್ಲಿ ಏನಾಯ್ತು? — [146, 917, 194, 925]
divider — [424, 784, 425, 1098]
photo-spacer — [732, 184, 798, 362]
article-body — [9, 646, 193, 780]
section-title: ಪ್ರದೇಶ- ಸಮಾಚಾರ — [722, 22, 940, 58]
body-text: ಮಂಗಳವಾರ ನಡೆದ ಅಧಿವೇಶನದಲ್ಲಿ ವಿರೋಧ ಪಕ್ಷದ ನಾಯಕ ಆರ್ ಅಶೋಕ್ ಅವರು ಪೆನ್‌ಡ್ರೈವ್ ತೋರಿಸಿ ಸರ್ಕಾರ ಹಾಗೂ ಸಚಿವರ ವಿರುದ್ಧ ಗಂಭೀರ ಆರೋಪ ಮಾಡಿದ್ದಾರೆ. ವಿಶೇಷ ಅಧಿವೇಶನದಲ್ಲಿ ಪೆನ್‌ಡ್ರೈವ್ ಪ್ರದರ್ಶಿಸಿದ ಅಶೋಕ್, ಕಾಂಗ್ರೆಸ್ ಸರ್ಕಾರದ ವಿರುದ್ಧ ವಾಗ್ದಾಳಿ ನಡೆಸಿದರು. ಅಬಕಾರಿ ಸಚಿವ ಆರ್.ಬಿ.ತಿಮ್ಮಾಪುರ ಅವರ ಇಲಾಖೆಯಲ್ಲಿ ಭ್ರಷ್ಟಾಚಾರ ನಡೆದಿದೆ. ಅಂಗಡಿಯಿಂದ 10-15 ಸಾವಿರ ರೂ ಕಲೆಕ್ಷನ್ ಮಾಡಲಾಗುತ್ತಿದೆ. ಸರಾಸರಿ ಇದರ ಮೊತ್ತ ವರ್ಷಕ್ಕೆ 252 ಕೋಟಿ ಆಗುತ್ತೆ. ಪೆನ್‌ಡ್ರೈವ್ ಹಿಡಿದು ಗುಡುಗಿದ ಆರ್ ಅಶೋಕ್: ನನ್ನ ಬಳಿ ಆಡಿಯೋ ಹಾಗೂ ವಿಡಿಯೋ ಎರಡೂ ಇದೆ ಎಂದು ಹೇಳಿದರು. ಮನೆ ಹಾಳು ಮಾಡೋಕೆ ಕರೆದಿದ್ರಾ? ಎಂದು ಗಾಂಧೀಜಿ ಹೆಸರಿನ ಯೋಜನೆ ಕುರಿತು ಪ್ರಶ್ನಿಸಿದರು. ಮಂಗಳವಾರ ನಡೆದ ಅಧಿವೇಶನದಲ್ಲಿ ವಿರೋಧ ಪಕ್ಷದ ನಾಯಕ ಆರ್ ಅಶೋಕ್ ಅವರು ಪೆನ್‌ಡ್ರೈವ್ ತೋರಿಸಿ ಸರ್ಕಾರ ಹಾಗೂ ಸಚಿವರ ವಿರುದ್ಧ ಗಂಭೀರ ಆರೋಪ ಮಾಡಿದ್ದಾರೆ. ವಿಶೇಷ ಅಧಿವೇಶನದಲ್ಲಿ ಪೆನ್‌ಡ್ರೈವ್ ಪ್ರದರ್ಶಿಸಿದ ಅಶೋಕ್, ಕಾಂಗ್ರೆಸ್ ಸರ್ಕಾರದ ವಿರುದ್ಧ ವಾಗ್ದಾಳಿ ನಡೆಸಿದರು. ಅಬಕಾರಿ ಸಚಿವ ಆರ್.ಬಿ.ತಿಮ್ಮಾಪುರ ಅವರ ಇಲಾಖೆಯಲ್ಲಿ ಭ್ರಷ್ಟಾಚಾರ ನಡೆದಿದೆ. ಅಂಗಡಿಯಿಂದ 10-15 ಸಾವಿರ ರೂ ಕಲೆಕ್ಷನ್ ಮಾಡಲಾಗುತ್ತಿದೆ. ಸರಾಸರಿ ಇದರ ಮೊತ್ತ ವರ್ಷಕ್ಕೆ 252 ಕೋಟಿ ಆಗುತ್ತೆ. ಪೆನ್‌ಡ್ರೈವ್ ಹಿಡಿದು ಗುಡುಗಿದ ಆರ್ ಅಶೋಕ್: ನನ್ನ ಬಳಿ ಆಡಿಯೋ ಹಾಗೂ ವಿಡಿಯೋ ಎರಡೂ ಇದೆ ಎಂದು ಹೇಳಿದರು. ಮನೆ ಹಾಳು ಮಾಡೋಕೆ ಕರೆದಿದ್ರಾ? ಎಂದು ಗಾಂಧೀಜಿ ಹೆಸರಿನ ಯೋಜನೆ ಕುರಿತು ಪ್ರಶ್ನಿಸಿದರು. ಮಂಗಳವಾರ ನಡೆದ ಅಧಿವೇಶನದಲ್ಲಿ ವಿರೋಧ ಪಕ್ಷದ ನಾಯಕ ಆರ್ ಅಶೋಕ್ ಅವರು ಪೆನ್‌ಡ್ರೈವ್ ತೋರಿಸಿ ಸರ್ಕಾರ ಹಾಗೂ ಸಚಿವರ ವಿರುದ್ಧ ಗಂಭೀರ ಆರೋಪ ಮಾಡಿದ್ದಾರೆ. ವಿಶೇಷ ಅಧಿವೇಶನದಲ್ಲಿ ಪೆನ್‌ಡ್ರೈವ್ ಪ್ರದರ್ಶಿಸಿದ ಅಶೋಕ್, ಕಾಂಗ್ರೆಸ್ ಸರ್ಕಾರದ ವಿರುದ್ಧ ವಾಗ್ದಾಳಿ ನಡೆಸಿದರು. ಅಬಕಾರಿ ಸಚಿವ ಆರ್.ಬಿ.ತಿಮ್ಮಾಪುರ ಅವರ ಇಲಾಖೆಯಲ್ಲಿ ಭ್ರಷ್ಟಾಚಾರ ನಡೆದಿದೆ. ಅಂಗಡಿಯಿಂದ 10-15 ಸಾವಿರ ರೂ ಕಲೆಕ್ಷನ್ ಮಾಡಲಾಗುತ್ತಿದೆ. ಸರಾಸರಿ ಇದರ ಮೊತ್ತ ವರ್ಷಕ್ಕೆ 252 ಕೋಟಿ ಆಗುತ್ತೆ. ಪೆನ್‌ಡ್ರೈವ್ ಹಿಡಿದು ಗುಡುಗಿದ ಆರ್ ಅಶೋಕ್: ನನ್ನ ಬಳಿ ಆಡಿಯೋ ಹಾಗೂ ವಿಡಿಯೋ ಎರಡೂ ಇದೆ ಎಂದು ಹೇಳಿದರು. ಮನೆ ಹಾಳು ಮಾಡೋಕೆ ಕರೆದಿದ್ರಾ? ಎಂದು ಗಾಂಧೀಜಿ ಹೆಸರಿನ ಯೋಜನೆ ಕುರಿತು ಪ್ರಶ್ನಿಸಿದರು. — [205, 144, 723, 219]
price-list — [580, 992, 724, 1046]
dateline: ಬೆಂಗಳೂರು: — [798, 128, 824, 135]
constituency-item: 157 – ಮಲ್ಲೇಶ್ವರಂ — [205, 609, 377, 619]
article-body — [756, 1267, 940, 1317]
article-body — [756, 1170, 940, 1246]
masthead-divider — [55, 10, 56, 52]
caption-text: ಅಬಕಾರಿ ಹಗರಣದ ನಡುವೆಯೇ ಸದನದಲ್ಲಿ ಸಿಎಂ ನಿರ್ಣಯ — [732, 279, 790, 310]
photo-woman — [76, 137, 122, 239]
body-text: ಲೋಕಸಭೆಯಲ್ಲಿ ಸ್ಪೀಕರ್ ಪೀಠದ ಮೇಲೆ ಕಾಗದ ಎಸೆದು ಗದ್ದಲ ಎಬ್ಬಿಸಿದ ಆರೋಪದ ಮೇಲೆ 8 ವಿಪಕ್ಷ ಸಂಸದರನ್ನು ಬಜೆಟ್ ಅಧಿವೇಶನದ ಉಳಿದ ಅವಧಿಗೆ ಅಮಾನತುಗೊಳಿಸಲಾಗಿದೆ. ಅಮಾನತುಗೊಂಡ ಸಂಸದರಲ್ಲಿ ಕಾಂಗ್ರೆಸ್ ಸದಸ್ಯರು ಸೇರಿದ್ದಾರೆ. ಸದನದ ಘನತೆಗೆ ಧಕ್ಕೆ ತಂದ ಹಿನ್ನೆಲೆಯಲ್ಲಿ ಕ್ರಮ ಕೈಗೊಳ್ಳಲಾಗಿದೆ ಎಂದು ಸಂಸದೀಯ ವ್ಯವಹಾರಗಳ ಸಚಿವರು ತಿಳಿಸಿದರು. ವಿಪಕ್ಷಗಳು ಈ ಕ್ರಮವನ್ನು ಖಂಡಿಸಿ ಸಭಾತ್ಯಾಗ ನಡೆಸಿದವು. ಲೋಕಸಭೆಯಲ್ಲಿ ಸ್ಪೀಕರ್ ಪೀಠದ ಮೇಲೆ ಕಾಗದ ಎಸೆದು ಗದ್ದಲ ಎಬ್ಬಿಸಿದ ಆರೋಪದ ಮೇಲೆ 8 ವಿಪಕ್ಷ ಸಂಸದರನ್ನು ಬಜೆಟ್ ಅಧಿವೇಶನದ ಉಳಿದ ಅವಧಿಗೆ ಅಮಾನತುಗೊಳಿಸಲಾಗಿದೆ. ಅಮಾನತುಗೊಂಡ ಸಂಸದರಲ್ಲಿ ಕಾಂಗ್ರೆಸ್ ಸದಸ್ಯರು ಸೇರಿದ್ದಾರೆ. ಸದನದ ಘನತೆಗೆ ಧಕ್ಕೆ ತಂದ ಹಿನ್ನೆಲೆಯಲ್ಲಿ ಕ್ರಮ ಕೈಗೊಳ್ಳಲಾಗಿದೆ ಎಂದು ಸಂಸದೀಯ ವ್ಯವಹಾರಗಳ ಸಚಿವರು ತಿಳಿಸಿದರು. ವಿಪಕ್ಷಗಳು ಈ ಕ್ರಮವನ್ನು ಖಂಡಿಸಿ ಸಭಾತ್ಯಾಗ ನಡೆಸಿದವು. ಲೋಕಸಭೆಯಲ್ಲಿ ಸ್ಪೀಕರ್ ಪೀಠದ ಮೇಲೆ ಕಾಗದ ಎಸೆದು ಗದ್ದಲ ಎಬ್ಬಿಸಿದ ಆರೋಪದ ಮೇಲೆ 8 ವಿಪಕ್ಷ ಸಂಸದರನ್ನು ಬಜೆಟ್ ಅಧಿವೇಶನದ ಉಳಿದ ಅವಧಿಗೆ ಅಮಾನತುಗೊಳಿಸಲಾಗಿದೆ. ಅಮಾನತುಗೊಂಡ ಸಂಸದರಲ್ಲಿ ಕಾಂಗ್ರೆಸ್ ಸದಸ್ಯರು ಸೇರಿದ್ದಾರೆ. ಸದನದ ಘನತೆಗೆ ಧಕ್ಕೆ ತಂದ ಹಿನ್ನೆಲೆಯಲ್ಲಿ ಕ್ರಮ ಕೈಗೊಳ್ಳಲಾಗಿದೆ ಎಂದು ಸಂಸದೀಯ ವ್ಯವಹಾರಗಳ ಸಚಿವರು ತಿಳಿಸಿದರು. ವಿಪಕ್ಷಗಳು ಈ ಕ್ರಮವನ್ನು ಖಂಡಿಸಿ ಸಭಾತ್ಯಾಗ ನಡೆಸಿದವು. — [146, 888, 420, 992]
dateline: ನವದೆಹಲಿ: — [5, 888, 28, 895]
body-text: ನಮ್ಮ ಮೆಟ್ರೋ ದರ ಏರಿಕೆ ನಿಗದಿಯ ಸಮಿತಿ ವರದಿ ಸಲ್ಲಿಸಿದ್ದು, ಈಗ ಮತ್ತೆ ಪ್ರಯಾಣಿಕರ ಜೇಬಿಗೆ ಕತ್ತರಿ ಬೀಳಲಿದೆ. ಪ್ರತಿವರ್ಷ ಶೇ.5ರಷ್ಟು ದರ ಏರಿಕೆ ಮಾಡುವ ಪ್ರಸ್ತಾವನೆಗೆ ಮೆಟ್ರೋ ದರ ಏರಿಕೆಗೆ ಗ್ರೀನ್ ಸಿಗ್ನಲ್ ಕೊಟ್ಟಿದೆ. ನಮ್ಮ ಮೆಟ್ರೋ ದರ ಏರಿಕೆ ನಿಗದಿಯ ಸಮಿತಿ ವರದಿ ಸಲ್ಲಿಸಿದ್ದು, ಈಗ ಮತ್ತೆ ಪ್ರಯಾಣಿಕರ ಜೇಬಿಗೆ ಕತ್ತರಿ ಬೀಳಲಿದೆ. ಪ್ರತಿವರ್ಷ ಶೇ.5ರಷ್ಟು ದರ ಏರಿಕೆ ಮಾಡುವ ಪ್ರಸ್ತಾವನೆಗೆ ಮೆಟ್ರೋ ದರ ಏರಿಕೆಗೆ ಗ್ರೀನ್ ಸಿಗ್ನಲ್ ಕೊಟ್ಟಿದೆ. ನಮ್ಮ ಮೆಟ್ರೋ ದರ ಏರಿಕೆ ನಿಗದಿಯ ಸಮಿತಿ ವರದಿ ಸಲ್ಲಿಸಿದ್ದು, ಈಗ ಮತ್ತೆ ಪ್ರಯಾಣಿಕರ ಜೇಬಿಗೆ ಕತ್ತರಿ ಬೀಳಲಿದೆ. ಪ್ರತಿವರ್ಷ ಶೇ.5ರಷ್ಟು ದರ ಏರಿಕೆ ಮಾಡುವ ಪ್ರಸ್ತಾವನೆಗೆ ಮೆಟ್ರೋ ದರ ಏರಿಕೆಗೆ ಗ್ರೀನ್ ಸಿಗ್ನಲ್ ಕೊಟ್ಟಿದೆ. — [385, 1200, 585, 1259]
article-body — [205, 144, 723, 372]
dateline: ಬೆಂಗಳೂರು: — [205, 450, 231, 457]
headline: ಅನರ್ಹರಿಗೆ ನೋಟಿಸ್! — [615, 1217, 727, 1236]
speaker-article — [5, 788, 420, 1094]
logo-part2: ಮುಗಿಲು — [106, 10, 155, 30]
constituency-item: 158 – ಹೆಬ್ಬಾಳ — [205, 619, 377, 629]
article-body — [592, 1106, 750, 1215]
headline: ಬಂತು ಇನ್ನೊಂದು ರೈಲು — [232, 1205, 348, 1224]
caption-victim: ಮೃತ ವ್ಯಕ್ತಿ — [140, 225, 168, 235]
headline: ಮಹತ್ವದ ಬೆಳವಣಿಗೆ — [240, 1108, 340, 1126]
divider — [727, 60, 728, 1100]
newspaper-logo — [63, 10, 154, 30]
body-text: ಗುರೂಜಿ ಜೊತೆಗೆ ಮಹಿಳೆಯ ಅಕ್ರಮ ಸಂಬಂಧ ವಿಚಾರವಾಗಿ ನಡೆದ ಗಲಾಟೆ ಓರ್ವನ ಕೊಲೆಯಲ್ಲಿ ಅಂತ್ಯವಾಗಿರುವ ಘಟನೆ ಉತ್ತರ ಕನ್ನಡ ಜಿಲ್ಲೆಯ ಸಿದ್ದಾಪುರ ತಾಲೂಕಿನಲ್ಲಿ ನಡೆದಿದೆ. ದೂರು ನೀಡಿದ್ದಕ್ಕೆ ಹಲ್ಲೆ ನಡೆಸಲಾಗಿದ್ದು ಗಂಭೀರವಾಗಿ ಗಾಯಗೊಂಡಿದ್ದ ವ್ಯಕ್ತಿ ಆಸ್ಪತ್ರೆಯಲ್ಲಿ ಚಿಕಿತ್ಸೆ ಫಲಕಾರಿಯಾಗದೆ ಮೃತಪಟ್ಟಿದ್ದಾರೆ. ಪೊಲೀಸರು ಪ್ರಕರಣ ದಾಖಲಿಸಿಕೊಂಡು ತನಿಖೆ ಕೈಗೊಂಡಿದ್ದಾರೆ. ಗುರೂಜಿ ಜೊತೆಗೆ ಮಹಿಳೆಯ ಅಕ್ರಮ ಸಂಬಂಧ ವಿಚಾರವಾಗಿ ನಡೆದ ಗಲಾಟೆ ಓರ್ವನ ಕೊಲೆಯಲ್ಲಿ ಅಂತ್ಯವಾಗಿರುವ ಘಟನೆ ಉತ್ತರ ಕನ್ನಡ ಜಿಲ್ಲೆಯ ಸಿದ್ದಾಪುರ ತಾಲೂಕಿನಲ್ಲಿ ನಡೆದಿದೆ. ದೂರು ನೀಡಿದ್ದಕ್ಕೆ ಹಲ್ಲೆ ನಡೆಸಲಾಗಿದ್ದು ಗಂಭೀರವಾಗಿ ಗಾಯಗೊಂಡಿದ್ದ ವ್ಯಕ್ತಿ ಆಸ್ಪತ್ರೆಯಲ್ಲಿ ಚಿಕಿತ್ಸೆ ಫಲಕಾರಿಯಾಗದೆ ಮೃತಪಟ್ಟಿದ್ದಾರೆ. ಪೊಲೀಸರು ಪ್ರಕರಣ ದಾಖಲಿಸಿಕೊಂಡು ತನಿಖೆ ಕೈಗೊಂಡಿದ್ದಾರೆ. ಗುರೂಜಿ ಜೊತೆಗೆ ಮಹಿಳೆಯ ಅಕ್ರಮ ಸಂಬಂಧ ವಿಚಾರವಾಗಿ ನಡೆದ ಗಲಾಟೆ ಓರ್ವನ ಕೊಲೆಯಲ್ಲಿ ಅಂತ್ಯವಾಗಿರುವ ಘಟನೆ ಉತ್ತರ ಕನ್ನಡ ಜಿಲ್ಲೆಯ ಸಿದ್ದಾಪುರ ತಾಲೂಕಿನಲ್ಲಿ ನಡೆದಿದೆ. ದೂರು ನೀಡಿದ್ದಕ್ಕೆ ಹಲ್ಲೆ ನಡೆಸಲಾಗಿದ್ದು ಗಂಭೀರವಾಗಿ ಗಾಯಗೊಂಡಿದ್ದ ವ್ಯಕ್ತಿ ಆಸ್ಪತ್ರೆಯಲ್ಲಿ ಚಿಕಿತ್ಸೆ ಫಲಕಾರಿಯಾಗದೆ ಮೃತಪಟ್ಟಿದ್ದಾರೆ. ಪೊಲೀಸರು ಪ್ರಕರಣ ದಾಖಲಿಸಿಕೊಂಡು ತನಿಖೆ ಕೈಗೊಂಡಿದ್ದಾರೆ. — [9, 246, 193, 354]
voter-list-article — [205, 384, 723, 780]
bottom-column-5 — [756, 1106, 940, 1488]
building-sign: ಬೃಹತ್ ಬೆಂಗಳೂರು ಮಹಾನಗರ ಪಾಲಿಕೆ — [571, 542, 711, 580]
lead-article — [205, 64, 723, 376]
article-body — [200, 1128, 380, 1204]
price-box — [580, 874, 724, 1092]
dateline: ಬೆಂಗಳೂರು: — [205, 144, 231, 151]
box-subtitle: (ಸಗಟು ವ್ಯಾಪಾರದ ದರ ಕೆಜಿಗೆ) — [580, 983, 647, 991]
right-article-2 — [732, 668, 940, 1096]
article-body — [432, 874, 572, 1092]
price-item: ತೊಗರಿ ಬೇಳೆ : 1 ಕೆಜಿಗೆ 15 ರಿಂದ 20 ರೂ. ವರೆಗೆ ಏರಿಕೆ — [580, 1010, 724, 1019]
photo-bbmp-building — [561, 454, 721, 632]
subhead: ಘಟನೆ ಏನು : — [822, 743, 851, 751]
body-text: ಬಾಲಕಿಗೆ ಆಧಾರ್ ಕಾರ್ಡ್ ಇದ್ದ ಕಾರಣ ಸರ್ಕಾರಿ ಬಸ್ ನಲ್ಲಿ ಉಚಿತ ಪ್ರಯಾಣ ಮಾಡಿದ್ದಾರೆ. ಬಸ್ಸಿನಲ್ಲಿ ಇವರಿಬ್ಬರು ಶಿವಮೊಗ್ಗ, ಚಿತ್ರದುರ್ಗ ಸೇರಿದಂತೆ ಹಲವೆಡೆ ಸುತ್ತಾಟ ನಡೆಸಿದ್ದಾರೆ. ಹೆಚ್ಎಎಲ್ ಪೊಲೀಸರು ಮಕ್ಕಳನ್ನು ಈಗ ಪೋಷಕರಿಗೆ ಒಪ್ಪಿಸುವಲ್ಲಿ ಯಶಸ್ವಿಯಾಗಿದ್ದಾರೆ. ಬಾಲಕಿಗೆ ಆಧಾರ್ ಕಾರ್ಡ್ ಇದ್ದ ಕಾರಣ ಸರ್ಕಾರಿ ಬಸ್ ನಲ್ಲಿ ಉಚಿತ ಪ್ರಯಾಣ ಮಾಡಿದ್ದಾರೆ. ಬಸ್ಸಿನಲ್ಲಿ ಇವರಿಬ್ಬರು ಶಿವಮೊಗ್ಗ, ಚಿತ್ರದುರ್ಗ ಸೇರಿದಂತೆ ಹಲವೆಡೆ ಸುತ್ತಾಟ ನಡೆಸಿದ್ದಾರೆ. ಹೆಚ್ಎಎಲ್ ಪೊಲೀಸರು ಮಕ್ಕಳನ್ನು ಈಗ ಪೋಷಕರಿಗೆ ಒಪ್ಪಿಸುವಲ್ಲಿ ಯಶಸ್ವಿಯಾಗಿದ್ದಾರೆ. ಬಾಲಕಿಗೆ ಆಧಾರ್ ಕಾರ್ಡ್ ಇದ್ದ ಕಾರಣ ಸರ್ಕಾರಿ ಬಸ್ ನಲ್ಲಿ ಉಚಿತ ಪ್ರಯಾಣ ಮಾಡಿದ್ದಾರೆ. ಬಸ್ಸಿನಲ್ಲಿ ಇವರಿಬ್ಬರು ಶಿವಮೊಗ್ಗ, ಚಿತ್ರದುರ್ಗ ಸೇರಿದಂತೆ ಹಲವೆಡೆ ಸುತ್ತಾಟ ನಡೆಸಿದ್ದಾರೆ. ಹೆಚ್ಎಎಲ್ ಪೊಲೀಸರು ಮಕ್ಕಳನ್ನು ಈಗ ಪೋಷಕರಿಗೆ ಒಪ್ಪಿಸುವಲ್ಲಿ ಯಶಸ್ವಿಯಾಗಿದ್ದಾರೆ. — [756, 1169, 940, 1245]
body-text: ಜಿಬಿಎ ವ್ಯಾಪ್ತಿಯ ಕೆಲವು ಕ್ಷೇತ್ರಗಳಲ್ಲಿ ಮತದಾರರ ಪಟ್ಟಿಯ ವಿಶೇಷ ತೀವ್ರ ಪರಿಷ್ಕರಣೆ ಪ್ರಕ್ರಿಯೆ ಆರಂಭವಾಗಿದೆ. ಭಾರತ ಚುನಾವಣಾ ಆಯೋಗದ ನಿರ್ದೇಶನದಂತೆ 03-06-2025ರ ಅರ್ಹತಾ ದಿನಾಂಕದೊಂದಿಗೆ ಪರಿಷ್ಕರಣೆ ನಡೆಯಲಿದೆ. ಈ ಕ್ಷೇತ್ರಗಳ 2025ರ ಮತದಾರರ ಪಟ್ಟಿಯನ್ನು 2002ರ ಮತದಾರರ ಪಟ್ಟಿಯೊಂದಿಗೆ ಹೋಲಿಕೆ ಮಾಡಲಾಗುತ್ತದೆ. ವಿಶೇಷ ಪರಿಷ್ಕರಣೆ ವೇಳಾಪಟ್ಟಿ: ಮನೆ ಮನೆ ಭೇಟಿ, ಕರಡು ಪಟ್ಟಿ ಪ್ರಕಟಣೆ, ಆಕ್ಷೇಪಣೆ ಸಲ್ಲಿಕೆ ಹಾಗೂ ಅಂತಿಮ ಪಟ್ಟಿ ಪ್ರಕಟಣೆ ನಡೆಯಲಿದೆ. ಪಾಲಿಕೆ ಚುನಾವಣೆಗೆ ಸಿದ್ಧತೆ: ಬ್ಯಾಲೆಟ್ ಪೇಪರ್ ಬಳಕೆ. ಎಸ್‌ಐಆರ್ ಸಮೀಕ್ಷೆ ಹೇಗೆ ನಡೆಯಲಿದೆ? ಜಿಬಿಎ ವ್ಯಾಪ್ತಿಯ ಕೆಲವು ಕ್ಷೇತ್ರಗಳಲ್ಲಿ ಮತದಾರರ ಪಟ್ಟಿಯ ವಿಶೇಷ ತೀವ್ರ ಪರಿಷ್ಕರಣೆ ಪ್ರಕ್ರಿಯೆ ಆರಂಭವಾಗಿದೆ. ಭಾರತ ಚುನಾವಣಾ ಆಯೋಗದ ನಿರ್ದೇಶನದಂತೆ 03-06-2025ರ ಅರ್ಹತಾ ದಿನಾಂಕದೊಂದಿಗೆ ಪರಿಷ್ಕರಣೆ ನಡೆಯಲಿದೆ. ಈ ಕ್ಷೇತ್ರಗಳ 2025ರ ಮತದಾರರ ಪಟ್ಟಿಯನ್ನು 2002ರ ಮತದಾರರ ಪಟ್ಟಿಯೊಂದಿಗೆ ಹೋಲಿಕೆ ಮಾಡಲಾಗುತ್ತದೆ. ವಿಶೇಷ ಪರಿಷ್ಕರಣೆ ವೇಳಾಪಟ್ಟಿ: ಮನೆ ಮನೆ ಭೇಟಿ, ಕರಡು ಪಟ್ಟಿ ಪ್ರಕಟಣೆ, ಆಕ್ಷೇಪಣೆ ಸಲ್ಲಿಕೆ ಹಾಗೂ ಅಂತಿಮ ಪಟ್ಟಿ ಪ್ರಕಟಣೆ ನಡೆಯಲಿದೆ. ಪಾಲಿಕೆ ಚುನಾವಣೆಗೆ ಸಿದ್ಧತೆ: ಬ್ಯಾಲೆಟ್ ಪೇಪರ್ ಬಳಕೆ. ಎಸ್‌ಐಆರ್ ಸಮೀಕ್ಷೆ ಹೇಗೆ ನಡೆಯಲಿದೆ? ಜಿಬಿಎ ವ್ಯಾಪ್ತಿಯ ಕೆಲವು ಕ್ಷೇತ್ರಗಳಲ್ಲಿ ಮತದಾರರ ಪಟ್ಟಿಯ ವಿಶೇಷ ತೀವ್ರ ಪರಿಷ್ಕರಣೆ — [205, 450, 377, 575]
headline: ಹೆಲ್ ಎಮರ್ಜೆನ್ಸಿ? — [54, 1252, 146, 1271]
article-body — [205, 661, 377, 780]
article-body — [732, 710, 940, 1090]
body-text: ಈಗ ಮತ್ತೆ ಸಕ್ರಿಯಗೊಂಡು ಫೆಬ್ರವರಿ 19ರಂದು ಪ್ರೀಡಂ ಪಾರ್ಕ್ ಬಳಿ ಸಭೆ ನಡೆಯಲಿದೆ. ಈಗ ಮತ್ತೆ ಸಕ್ರಿಯಗೊಂಡು ಫೆಬ್ರವರಿ 19ರಂದು ಪ್ರೀಡಂ ಪಾರ್ಕ್ ಬಳಿ ಸಭೆ ನಡೆಯಲಿದೆ. ಈಗ ಮತ್ತೆ ಸಕ್ರಿಯಗೊಂಡು ಫೆಬ್ರವರಿ 19ರಂದು ಪ್ರೀಡಂ ಪಾರ್ಕ್ ಬಳಿ ಸಭೆ ನಡೆಯಲಿದೆ. — [385, 1281, 585, 1306]
divider — [0, 58, 945, 59]
divider — [0, 782, 728, 783]
caption-accused: ಆರೋಪಿಗಳು — [30, 225, 63, 235]
body-text: ಸಾಗರ ಮಾರಿಕಾಂಬ ದೇವಿ ಜಾತ್ರೆಯ ಹಿನ್ನೆಲೆಯಲ್ಲಿ ದೇವಿಯ ದರ್ಶನಕ್ಕೆ ತೆರಳಿದ್ದ ಮಾಜಿ ಸಚಿವ ಕಾಗೋಡು ತಿಮ್ಮಪ್ಪ ಅವರು ಕುಸಿದು ಬಿದ್ದಿದ್ದು, ಅವರನ್ನು ಆಸ್ಪತ್ರೆಗೆ ದಾಖಲಿಸಲಾಗಿದೆ. ವೈದ್ಯರು ಚಿಕಿತ್ಸೆ ನೀಡುತ್ತಿದ್ದು ಆರೋಗ್ಯ ಸ್ಥಿರವಾಗಿದೆ ಎಂದು ಮೂಲಗಳು ತಿಳಿಸಿವೆ. ಸಾಗರ ಮಾರಿಕಾಂಬ ದೇವಿ ಜಾತ್ರೆಯ ಹಿನ್ನೆಲೆಯಲ್ಲಿ ದೇವಿಯ ದರ್ಶನಕ್ಕೆ ತೆರಳಿದ್ದ ಮಾಜಿ ಸಚಿವ ಕಾಗೋಡು ತಿಮ್ಮಪ್ಪ ಅವರು ಕುಸಿದು ಬಿದ್ದಿದ್ದು, ಅವರನ್ನು ಆಸ್ಪತ್ರೆಗೆ ದಾಖಲಿಸಲಾಗಿದೆ. ವೈದ್ಯರು ಚಿಕಿತ್ಸೆ ನೀಡುತ್ತಿದ್ದು ಆರೋಗ್ಯ ಸ್ಥಿರವಾಗಿದೆ ಎಂದು ಮೂಲಗಳು ತಿಳಿಸಿವೆ. ಸಾಗರ ಮಾರಿಕಾಂಬ ದೇವಿ ಜಾತ್ರೆಯ ಹಿನ್ನೆಲೆಯಲ್ಲಿ ದೇವಿಯ ದರ್ಶನಕ್ಕೆ ತೆರಳಿದ್ದ ಮಾಜಿ ಸಚಿವ ಕಾಗೋಡು ತಿಮ್ಮಪ್ಪ ಅವರು ಕುಸಿದು ಬಿದ್ದಿದ್ದು, ಅವರನ್ನು ಆಸ್ಪತ್ರೆಗೆ ದಾಖಲಿಸಲಾಗಿದೆ. ವೈದ್ಯರು ಚಿಕಿತ್ಸೆ ನೀಡುತ್ತಿದ್ದು ಆರೋಗ್ಯ ಸ್ಥಿರವಾಗಿದೆ ಎಂದು ಮೂಲಗಳು ತಿಳಿಸಿವೆ. — [9, 646, 193, 721]
headline: ದಿನಾಂಕ ಫಿಕ್ಸ್ — [452, 1261, 518, 1280]
divider — [0, 1100, 945, 1101]
bottom-column-4 — [592, 1106, 750, 1488]
article-body — [592, 1237, 750, 1271]
constituency-item: 160 – ಸರ್ವಜ್ಞ ನಗರ — [205, 639, 377, 649]
constituency-item: 151 – ಕೆ.ಆರ್. ಪುರಂ — [205, 589, 377, 599]
left-column — [4, 62, 198, 780]
continued-stories — [385, 1120, 585, 1307]
kicker: ಮತದಾರರ ಪಟ್ಟಿ ವಿಶೇಷ ತೀವ್ರ ಪರಿಷ್ಕರಣೆ — [365, 384, 563, 402]
constituency-list — [205, 589, 377, 659]
weekday: ಬುಧವಾರ — [107, 34, 133, 43]
article-body — [5, 1128, 195, 1178]
divider — [200, 378, 726, 379]
body-text: ಅಬಕಾರಿ ಇಲಾಖೆಯಲ್ಲಿ ನಡೆದಿರುವ ಹಗರಣದ ಆರೋಪದ ಹಿನ್ನೆಲೆಯಲ್ಲಿ ಸಚಿವ ಆರ್.ಬಿ.ತಿಮ್ಮಾಪುರ ರಾಜೀನಾಮೆಗೆ ವಿಪಕ್ಷಗಳು ಆಗ್ರಹಿಸುತ್ತಿರುವ ನಡುವೆಯೇ ಮುಖ್ಯಮಂತ್ರಿ ಸಿದ್ದರಾಮಯ್ಯ ಅವರು ವಿಧಾನಸಭೆಯಲ್ಲಿ ನಿರ್ಣಯ ಮಂಡಿಸಿದರು. ಕೇಂದ್ರ ಸರ್ಕಾರದ ನಡೆ ಸಂವಿಧಾನದ ಉಲ್ಲಂಘನೆ ಆಗಿದ್ದು, ಕರ್ನಾಟಕದ ಗ್ರಾಮೀಣ ಜನರ ಬದುಕಿನ ಹಕ್ಕಿಗೆ ಧಕ್ಕೆಯುಂಟುಮಾಡುವ ಕ್ರಮವಾಗಿದೆ ಎಂದು ಸಿಎಂ ಆರೋಪಿಸಿದರು. ಬಡವರ ಕೈಯಿಂದ ಅನ್ನ ಕಸಿದು ಶ್ರೀಮಂತರಿಗೆ ನೀಡುವ ಹುನ್ನಾರ ನಡೆಯುತ್ತಿದೆ. ಪಂಚಾಯತ್ ರಾಜ್ ವ್ಯವಸ್ಥೆ ಮತ್ತು ಅಧಿಕಾರ ವಿಕೇಂದ್ರೀಕರಣದ ತತ್ವಗಳಿಗೆ ಸದನ ತನ್ನ ಸಂಪೂರ್ಣ ಬದ್ಧತೆಯನ್ನು ಪುನರುಚ್ಚರಿಸಿದೆ. — [798, 128, 940, 211]
headline: ಕಮಲಾಕರ ಭಟ್ ಗುರೂಜಿ ಜೊತೆ ಮಹಿಳೆ ಅಕ್ರಮ ಸಂಬಂಧ: ದೂರು ನೀಡಿದ್ದಕ್ಕೆ ಹಲ್ಲೆ; ಓರ್ವ ಸಾವು — [33, 65, 193, 117]
price-item: ಅಕ್ಕಿ : 1 ಕೆಜಿಗೆ 5 ರಿಂದ 30ರೂ.ವರೆಗೆ ಏರಿಕೆ — [580, 992, 724, 1001]
headline: ಪ್ರೀತಿ ಹೆಸರಲ್ಲಿ ವಿವಾಹಿತ ಮಹಿಳೆ ಜೊತೆ ಚಕ್ಕಂದ — [750, 668, 922, 707]
bottom-column-3 — [385, 1104, 585, 1488]
article-body — [385, 636, 723, 780]
palm-icon: ☘ — [91, 10, 107, 30]
subhead: ನಿರ್ಣಯದ ಪ್ರಮುಖ ಅಂಶಗಳು: — [837, 203, 915, 211]
constituency-map — [385, 454, 555, 632]
list-title: ಪರಿಷ್ಕರಣೆ ನಡೆಯುವ ವಿಧಾನಸಭಾ ಕ್ಷೇತ್ರಗಳು — [205, 580, 305, 588]
budget-article — [432, 788, 724, 1094]
body-text: ಗಂಡನಿಂದ ದೂರವಾಗಿದ್ದ ಮಹಿಳೆಯನ್ನು ಪ್ರೀತಿ ಹೆಸರಿನಲ್ಲಿ ವಂಚಿಸಿದ ಆರೋಪದ ಮೇಲೆ ಯುವಕನ ವಿರುದ್ಧ ಪ್ರಕರಣ ದಾಖಲಾಗಿದೆ. ಸಂತ್ರಸ್ತೆ ಎರಡು ವರ್ಷಗಳ ಹಿಂದೆ ಕೆಲಸಕ್ಕೆಂದು ಬೆಂಗಳೂರಿಗೆ ಬಂದು ಚಿಕ್ಕಬಳ್ಳಾಪುರ ಜಿಲ್ಲೆಯ ಸಂಬಂಧಿಕರ ಮನೆಯಲ್ಲಿ ವಾಸವಿದ್ದರು. ಈ ವೇಳೆ ಆರೋಪಿ ಪ್ರವೀಣ್ ಕುಮಾರ್ ಪರಿಚಯವಾಗಿದೆ. ಪರಿಚಯ ಸ್ನೇಹಕ್ಕೆ ತಿರುಗಿದ್ದು ಬಳಿಕ ಮದುವೆಯಾಗುವುದಾಗಿ ನಂಬಿಸಿ ವಂಚಿಸಿದ್ದಾನೆ ಎಂದು ದೂರಿನಲ್ಲಿ ತಿಳಿಸಲಾಗಿದೆ. — [732, 710, 940, 751]
article-body — [580, 874, 724, 974]
headline: ಕೋಟಿ ಕೋಟಿ ಗೋವಿಂದ — [39, 1180, 161, 1199]
issue-date — [85, 34, 155, 54]
kicker: ವಿಧಾನಸಭೆಯಲ್ಲಿ ಪೆನ್‌ಡ್ರೈವ್ ಹಿಡಿದು ಅಶೋಕ್ ಗಂಭೀರ ಆರೋಪ — [287, 64, 641, 84]
body-text: ಬಜೆಟ್ ಬೆನ್ನಲ್ಲೇ ಜನ ಸಾಮಾನ್ಯರಿಗೆ ಬೆಲೆ ಏರಿಕೆ ಬಿಸಿ ತಟ್ಟಿದೆ. ಅಕ್ಕಿ, ಬೇಳೆ ಸೇರಿದಂತೆ ದಿನಬಳಕೆ ವಸ್ತುಗಳ ದರದಲ್ಲಿ ಭಾರಿ ಏರಿಕೆ ಕಂಡಿದೆ. ಸಗಟು ವ್ಯಾಪಾರದ ದರದಲ್ಲಿ ಕೆಜಿಗೆ 10 ರಿಂದ 30 ರೂ.ವರೆಗೆ ಏರಿಕೆಯಾಗಿದ್ದು, ಚಿಲ್ಲರೆ ಮಾರುಕಟ್ಟೆಯಲ್ಲೂ ಇದರ ಪರಿಣಾಮ ಗೋಚರಿಸುತ್ತಿದೆ. ಏಕೆ ಈ ಏರಿಕೆ? ಇಳುವರಿ ಕುಸಿತ ಹಾಗೂ ಸಾಗಣೆ ವೆಚ್ಚ ಹೆಚ್ಚಳ ಕಾರಣ ಎನ್ನಲಾಗಿದೆ. ಬಜೆಟ್ ಬೆನ್ನಲ್ಲೇ ಜನ ಸಾಮಾನ್ಯರಿಗೆ ಬೆಲೆ ಏರಿಕೆ ಬಿಸಿ ತಟ್ಟಿದೆ. ಅಕ್ಕಿ, ಬೇಳೆ ಸೇರಿದಂತೆ ದಿನಬಳಕೆ ವಸ್ತುಗಳ ದರದಲ್ಲಿ ಭಾರಿ ಏರಿಕೆ ಕಂಡಿದೆ. ಸಗಟು ವ್ಯಾಪಾರದ ದರದಲ್ಲಿ ಕೆಜಿಗೆ 10 ರಿಂದ 30 ರೂ.ವರೆಗೆ ಏರಿಕೆಯಾಗಿದ್ದು, ಚಿಲ್ಲರೆ ಮಾರುಕಟ್ಟೆಯಲ್ಲೂ ಇದರ ಪರಿಣಾಮ ಗೋಚರಿಸುತ್ತಿದೆ. ಏಕೆ ಈ ಏರಿಕೆ? ಇಳುವರಿ ಕುಸಿತ ಹಾಗೂ ಸಾಗಣೆ ವೆಚ್ಚ ಹೆಚ್ಚಳ ಕಾರಣ ಎನ್ನಲಾಗಿದೆ. ಬಜೆಟ್ ಬೆನ್ನಲ್ಲೇ ಜನ ಸಾಮಾನ್ಯರಿಗೆ ಬೆಲೆ ಏರಿಕೆ ಬಿಸಿ ತಟ್ಟಿದೆ. ಅಕ್ಕಿ, ಬೇಳೆ ಸೇರಿದಂತೆ ದಿನಬಳಕೆ ವಸ್ತುಗಳ ದರದಲ್ಲಿ ಭಾರಿ ಏರಿಕೆ ಕಂಡಿದೆ. ಸಗಟು — [580, 874, 724, 974]
price-item: ಕಡಲೆಕಾಯಿ : 1 ಕೆಜಿಗೆ 20 ರೂ.ವರೆಗೆ ಏರಿಕೆ — [580, 1019, 724, 1028]
body-text: ಜೆಡಿಎಸ್ ಶಾಸಕ ಸುರೇಶ್ ಬಾಬು ಪ್ರತಿಕ್ರಿಯಿಸಿ, ಸರ್ಕಾರದ ವಿರುದ್ಧ ಹೋರಾಟ ನಿಲ್ಲುವುದಿಲ್ಲ. ದಾಖಲೆ ಸಮೇತ ಸರ್ಕಾರದ ಮುಂದಿಟ್ಟರೂ ಸರ್ಕಾರ ಒಪ್ಪದ ಪರಿಸ್ಥಿತಿಯಲ್ಲಿದೆ. ಜೆಡಿಎಸ್ ಶಾಸಕ ಸುರೇಶ್ ಬಾಬು ಪ್ರತಿಕ್ರಿಯಿಸಿ, ಸರ್ಕಾರದ ವಿರುದ್ಧ ಹೋರಾಟ ನಿಲ್ಲುವುದಿಲ್ಲ. ದಾಖಲೆ ಸಮೇತ ಸರ್ಕಾರದ ಮುಂದಿಟ್ಟರೂ ಸರ್ಕಾರ ಒಪ್ಪದ ಪರಿಸ್ಥಿತಿಯಲ್ಲಿದೆ. ಜೆಡಿಎಸ್ ಶಾಸಕ ಸುರೇಶ್ ಬಾಬು ಪ್ರತಿಕ್ರಿಯಿಸಿ, ಸರ್ಕಾರದ ವಿರುದ್ಧ ಹೋರಾಟ ನಿಲ್ಲುವುದಿಲ್ಲ. ದಾಖಲೆ ಸಮೇತ ಸರ್ಕಾರದ ಮುಂದಿಟ್ಟರೂ ಸರ್ಕಾರ ಒಪ್ಪದ ಪರಿಸ್ಥಿತಿಯಲ್ಲಿದೆ. — [5, 1200, 195, 1250]
body-text: ಭಾಗಿಯಾಗಿದ್ದಾರೆ. ಎನ್‌ಡಿಎ-ಟಿಎಂಸಿ ಅನುದಾನ ಬಳಕೆ ಕುರಿತು ಸಭೆ ಹೆಸರಲ್ಲಿ ಕಾಂಗ್ರೆಸ್‌ನ ಎನ್‌ಸಿ ನಡಿವೆ. ದಾನರು ಒಗ್ಗಟ್ಟಿನ ಶಕ್ತಿ ಪ್ರದರ್ಶನ ಮಾಡಿದ್ದು ಎನ್‌ಸಿಪಿ-ಟಿಎಂಸಿ ಅನುದಾನ ಬೇರೆ ಯೋಜನೆಗಳಿಗೆ ಬಳಕೆಯಾಗುವುದಕ್ಕೆ ಆಕ್ಷೇಪ ವ್ಯಕ್ತವಾಗಿದೆ. ಭಾಗಿಯಾಗಿದ್ದಾರೆ. ಎನ್‌ಡಿಎ-ಟಿಎಂಸಿ ಅನುದಾನ ಬಳಕೆ ಕುರಿತು ಸಭೆ ಹೆಸರಲ್ಲಿ ಕಾಂಗ್ರೆಸ್‌ನ ಎನ್‌ಸಿ ನಡಿವೆ. ದಾನರು ಒಗ್ಗಟ್ಟಿನ ಶಕ್ತಿ ಪ್ರದರ್ಶನ ಮಾಡಿದ್ದು ಎನ್‌ಸಿಪಿ-ಟಿಎಂಸಿ ಅನುದಾನ ಬೇರೆ ಯೋಜನೆಗಳಿಗೆ ಬಳಕೆಯಾಗುವುದಕ್ಕೆ ಆಕ್ಷೇಪ ವ್ಯಕ್ತವಾಗಿದೆ. ಭಾಗಿಯಾಗಿದ್ದಾರೆ. ಎನ್‌ಡಿಎ-ಟಿಎಂಸಿ ಅನುದಾನ ಬಳಕೆ ಕುರಿತು ಸಭೆ ಹೆಸರಲ್ಲಿ ಕಾಂಗ್ರೆಸ್‌ನ ಎನ್‌ಸಿ ನಡಿವೆ. ದಾನರು ಒಗ್ಗಟ್ಟಿನ ಶಕ್ತಿ ಪ್ರದರ್ಶನ ಮಾಡಿದ್ದು ಎನ್‌ಸಿಪಿ-ಟಿಎಂಸಿ ಅನುದಾನ ಬೇರೆ ಯೋಜನೆಗಳಿಗೆ ಬಳಕೆಯಾಗುವುದಕ್ಕೆ ಆಕ್ಷೇಪ ವ್ಯಕ್ತವಾಗಿದೆ. — [200, 1127, 380, 1203]
constituency-item: 161 – ಸಿ.ವಿ. ರಾಮನ್ ನಗರ — [205, 649, 377, 659]
date: 4.2.2026 — [102, 44, 138, 53]
body-text: ತಾಯಿ, ಮಗನ ಮೇಲೆ ಹಲ್ಲೆ ನಡೆಸಿ ಪರಾರಿಯಾಗಿದ್ದು ಗ್ರಾಮದ ಜನರು ಠಾಣೆಗೆ ದೂರು ನೀಡಿದ್ದಾರೆ. ಈ ಬಗ್ಗೆ ಹಲಸೂರುಗೇಟ್ ಪೊಲೀಸ್ ಠಾಣೆಯಲ್ಲಿ ಪ್ರಕರಣ ದಾಖಲಾಗಿದೆ. ತಾಯಿ, ಮಗನ ಮೇಲೆ ಹಲ್ಲೆ ನಡೆಸಿ ಪರಾರಿಯಾಗಿದ್ದು ಗ್ರಾಮದ ಜನರು ಠಾಣೆಗೆ ದೂರು ನೀಡಿದ್ದಾರೆ. ಈ ಬಗ್ಗೆ ಹಲಸೂರುಗೇಟ್ ಪೊಲೀಸ್ ಠಾಣೆಯಲ್ಲಿ ಪ್ರಕರಣ ದಾಖಲಾಗಿದೆ. ತಾಯಿ, ಮಗನ ಮೇಲೆ ಹಲ್ಲೆ ನಡೆಸಿ ಪರಾರಿಯಾಗಿದ್ದು ಗ್ರಾಮದ ಜನರು ಠಾಣೆಗೆ ದೂರು ನೀಡಿದ್ದಾರೆ. ಈ ಬಗ್ಗೆ ಹಲಸೂರುಗೇಟ್ ಪೊಲೀಸ್ ಠಾಣೆಯಲ್ಲಿ ಪ್ರಕರಣ ದಾಖಲಾಗಿದೆ. — [756, 1267, 940, 1317]
headline: ಸಿಎಂ ಕುರ್ಚಿ ಉಳಿಯಬೇಕಿದೆ — [32, 1108, 168, 1126]
dateline: ಕಾರವಾರ: — [9, 246, 30, 253]
price-item: ಉದ್ದಿನ ಬೇಳೆ : 1 ಕೆಜಿಗೆ 15 ರೂ.ವರೆಗೆ ಏರಿಕೆ — [580, 1028, 724, 1037]
body-text: ಕುಮಾರಸ್ವಾಮಿಯವರ ಅನುಮತಿ ಕಾದುತ್ತಿದೆ. ಅವರು ಇಲ್ಲಿ ಇದ್ದಿದ್ದರೆ ವಿಚಾರವನ್ನು ಇನ್ನೂ ಹೆಚ್ಚಿನ ಮಟ್ಟಕ್ಕೆ ತೆಗೆದುಕೊಂಡು ಹೋಗಬಹುದಿತ್ತು ಎಂದು ಹೇಳಿದ್ದಾರೆ. ಕುಮಾರಸ್ವಾಮಿಯವರ ಅನುಮತಿ ಕಾದುತ್ತಿದೆ. ಅವರು ಇಲ್ಲಿ ಇದ್ದಿದ್ದರೆ ವಿಚಾರವನ್ನು ಇನ್ನೂ ಹೆಚ್ಚಿನ ಮಟ್ಟಕ್ಕೆ ತೆಗೆದುಕೊಂಡು ಹೋಗಬಹುದಿತ್ತು ಎಂದು ಹೇಳಿದ್ದಾರೆ. ಕುಮಾರಸ್ವಾಮಿಯವರ ಅನುಮತಿ ಕಾದುತ್ತಿದೆ. ಅವರು ಇಲ್ಲಿ ಇದ್ದಿದ್ದರೆ ವಿಚಾರವನ್ನು ಇನ್ನೂ ಹೆಚ್ಚಿನ ಮಟ್ಟಕ್ಕೆ ತೆಗೆದುಕೊಂಡು ಹೋಗಬಹುದಿತ್ತು ಎಂದು ಹೇಳಿದ್ದಾರೆ. — [5, 1127, 195, 1177]
headline: ಬೆಂಗಳೂರಿನ 7 ವಿಧಾನಸಭಾ ಕ್ಷೇತ್ರಗಳಲ್ಲಿ ಪ್ರಕ್ರಿಯೆ ಆರಂಭ — [255, 401, 673, 427]
dateline: ಬೆಂಗಳೂರು: — [732, 710, 758, 718]
masthead — [5, 4, 190, 56]
headline: ದರ ಏರಿಕೆಗೆ ಅಸ್ತು — [442, 1180, 528, 1199]
article-body — [385, 1201, 585, 1260]
photo-collage — [9, 136, 193, 240]
headline: ಮಗನ ಮೇಲೆ ಹಲ್ಲೆ — [801, 1247, 895, 1266]
continued-from-page-one: ಮೊದಲನೇ ಪುಟದಿಂದ ... — [385, 1104, 585, 1120]
headline: ಆಡಿಯೋ, ವಿಡಿಯೋ ಎರಡೂ ಇದೆ — [258, 85, 670, 129]
article-body — [9, 246, 193, 576]
dateline: ಬೆಂಗಳೂರು: — [432, 874, 458, 881]
body-text: ಜೊತೆಗೆ ಹಿಂದಿನ ಎಎಪಿ ಸರ್ಕಾರದ ಅವಧಿಯಲ್ಲಿ ನೀಡಲಾದ ಸೌಲಭ್ಯಗಳ ಪರಿಶೀಲನೆ ನಡೆಯಲಿದೆ. ಜೊತೆಗೆ ಹಿಂದಿನ ಎಎಪಿ ಸರ್ಕಾರದ ಅವಧಿಯಲ್ಲಿ ನೀಡಲಾದ ಸೌಲಭ್ಯಗಳ ಪರಿಶೀಲನೆ ನಡೆಯಲಿದೆ. ಜೊತೆಗೆ ಹಿಂದಿನ ಎಎಪಿ ಸರ್ಕಾರದ ಅವಧಿಯಲ್ಲಿ ನೀಡಲಾದ ಸೌಲಭ್ಯಗಳ ಪರಿಶೀಲನೆ ನಡೆಯಲಿದೆ. — [592, 1237, 750, 1270]
logo-part1: ಸಂಜೆ — [63, 10, 92, 30]
headline: ‘ವಿಬಿ-ಗ್ರಾಮ್ ಜಿ’ ಒಕ್ಕೂಟ ತತ್ವಕ್ಕೆ ವಿರೋಧ — [736, 64, 936, 107]
photo-victim — [122, 137, 192, 239]
divider — [753, 1102, 754, 1491]
price-item: ಕಡಲೆಬೇಳೆ : 1 ಕೆಜಿಗೆ 10 ರೂ. ವರೆಗೆ ಏರಿಕೆ — [580, 1037, 724, 1046]
body-text: ಸರಬರಾಜು ಆಗುತ್ತಿಲ್ಲ, ಔಷಧಿಗಳ ಸರಬರಾಜಿಗೆ ಹಲವು ಸಮಸ್ಯೆಗಳು ಎದುರಾಗಿವೆ. ಸರ್ಕಾರಿ ಆಸ್ಪತ್ರೆಗಳಲ್ಲಿರುವ ಸದ್ಯದ ಅವ್ಯವಸ್ಥೆಗಳು ಬಡವರಲ್ಲಿ ಭಯವನ್ನುಂಟು ಮಾಡಿವೆ. ಸರಬರಾಜು ಆಗುತ್ತಿಲ್ಲ, ಔಷಧಿಗಳ ಸರಬರಾಜಿಗೆ ಹಲವು ಸಮಸ್ಯೆಗಳು ಎದುರಾಗಿವೆ. ಸರ್ಕಾರಿ ಆಸ್ಪತ್ರೆಗಳಲ್ಲಿರುವ ಸದ್ಯದ ಅವ್ಯವಸ್ಥೆಗಳು ಬಡವರಲ್ಲಿ ಭಯವನ್ನುಂಟು ಮಾಡಿವೆ. ಸರಬರಾಜು ಆಗುತ್ತಿಲ್ಲ, ಔಷಧಿಗಳ ಸರಬರಾಜಿಗೆ ಹಲವು ಸಮಸ್ಯೆಗಳು ಎದುರಾಗಿವೆ. ಸರ್ಕಾರಿ ಆಸ್ಪತ್ರೆಗಳಲ್ಲಿರುವ ಸದ್ಯದ ಅವ್ಯವಸ್ಥೆಗಳು ಬಡವರಲ್ಲಿ ಭಯವನ್ನುಂಟು ಮಾಡಿವೆ. — [5, 1272, 195, 1322]
price-item: ಒಣಮೆಣಸು : 1 ಕೆಜಿಗೆ 150 ರೂ. ವರೆಗೆ ಏರಿಕೆ — [580, 1001, 724, 1010]
page-number: 2 — [11, 4, 43, 56]
